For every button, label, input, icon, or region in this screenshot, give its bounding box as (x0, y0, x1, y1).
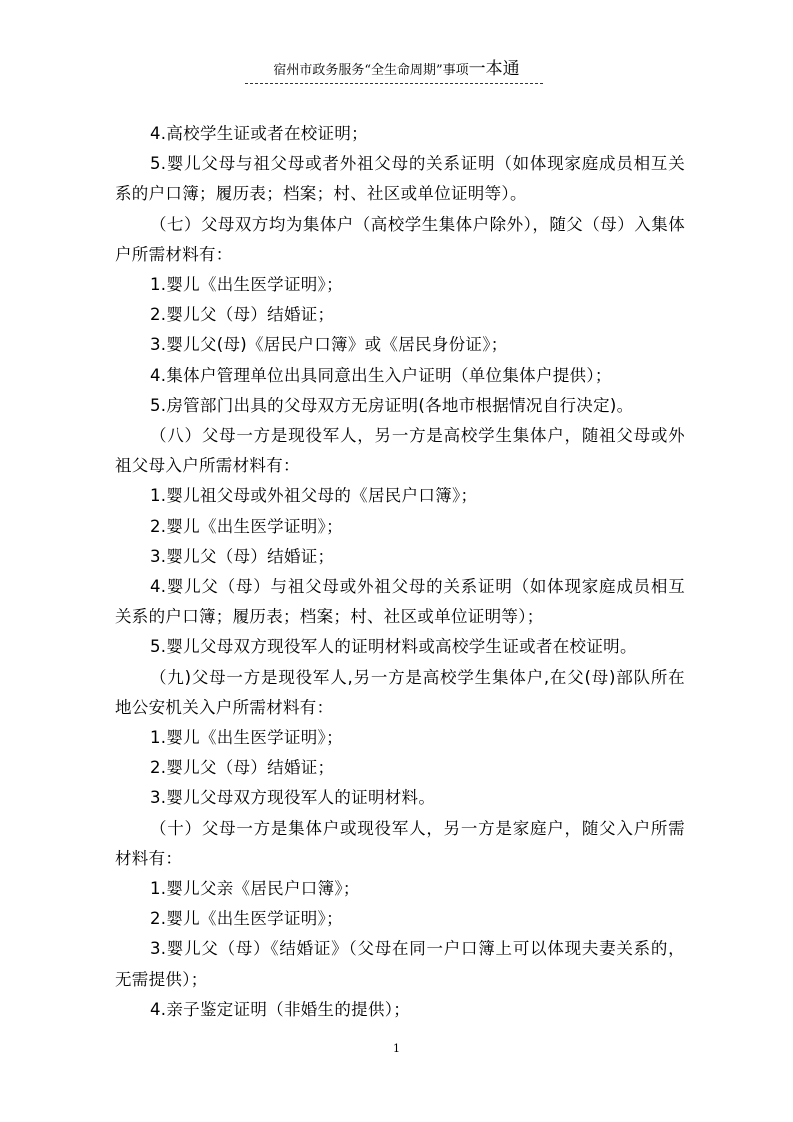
list-item: 3.婴儿父（母）《结婚证》（父母在同一户口簿上可以体现夫妻关系的，无需提供）； (115, 939, 685, 989)
section-heading: （八）父母一方是现役军人，另一方是高校学生集体户，随祖父母或外祖父母入户所需材料有： (115, 426, 685, 476)
list-item: 2.婴儿父（母）结婚证； (150, 758, 335, 778)
page-number: 1 (393, 1042, 400, 1055)
list-item: 2.婴儿父（母）结婚证； (150, 305, 335, 325)
list-item: 4.亲子鉴定证明（非婚生的提供）； (150, 999, 411, 1019)
list-item: 1.婴儿祖父母或外祖父母的《居民户口簿》； (150, 486, 478, 506)
section-heading: （七）父母双方均为集体户（高校学生集体户除外），随父（母）入集体户所需材料有： (115, 214, 685, 264)
list-item: 4.高校学生证或者在校证明； (150, 124, 368, 143)
header-title: 宿州市政务服务“全生命周期”事项 (273, 63, 469, 78)
list-item: 1.婴儿《出生医学证明》； (150, 275, 343, 295)
header-title-tail: 一本通 (468, 59, 520, 79)
list-item: 5.婴儿父母与祖父母或者外祖父母的关系证明（如体现家庭成员相互关系的户口簿；履历表；档案；村、社区或单位证明等）。 (115, 154, 685, 204)
document-body (115, 119, 685, 1025)
section-heading: （九)父母一方是现役军人,另一方是高校学生集体户,在父(母)部队所在地公安机关入户所需材料有： (115, 667, 685, 717)
page-header (0, 60, 793, 80)
list-item: 2.婴儿《出生医学证明》； (150, 909, 343, 929)
header-divider (245, 83, 543, 84)
list-item: 3.婴儿父母双方现役军人的证明材料。 (150, 788, 436, 808)
list-item: 4.集体户管理单位出具同意出生入户证明（单位集体户提供）； (150, 365, 612, 385)
list-item: 5.婴儿父母双方现役军人的证明材料或高校学生证或者在校证明。 (150, 637, 637, 657)
list-item: 1.婴儿《出生医学证明》； (150, 728, 343, 748)
list-item: 1.婴儿父亲《居民户口簿》； (150, 879, 360, 899)
section-heading: （十）父母一方是集体户或现役军人，另一方是家庭户，随父入户所需材料有： (115, 818, 685, 868)
list-item: 5.房管部门出具的父母双方无房证明(各地市根据情况自行决定)。 (150, 395, 634, 415)
list-item: 3.婴儿父(母)《居民户口簿》或《居民身份证》； (150, 335, 508, 355)
list-item: 2.婴儿《出生医学证明》； (150, 516, 343, 536)
list-item: 4.婴儿父（母）与祖父母或外祖父母的关系证明（如体现家庭成员相互关系的户口簿；履历表；档案；村、社区或单位证明等）； (115, 577, 685, 627)
list-item: 3.婴儿父（母）结婚证； (150, 546, 335, 566)
